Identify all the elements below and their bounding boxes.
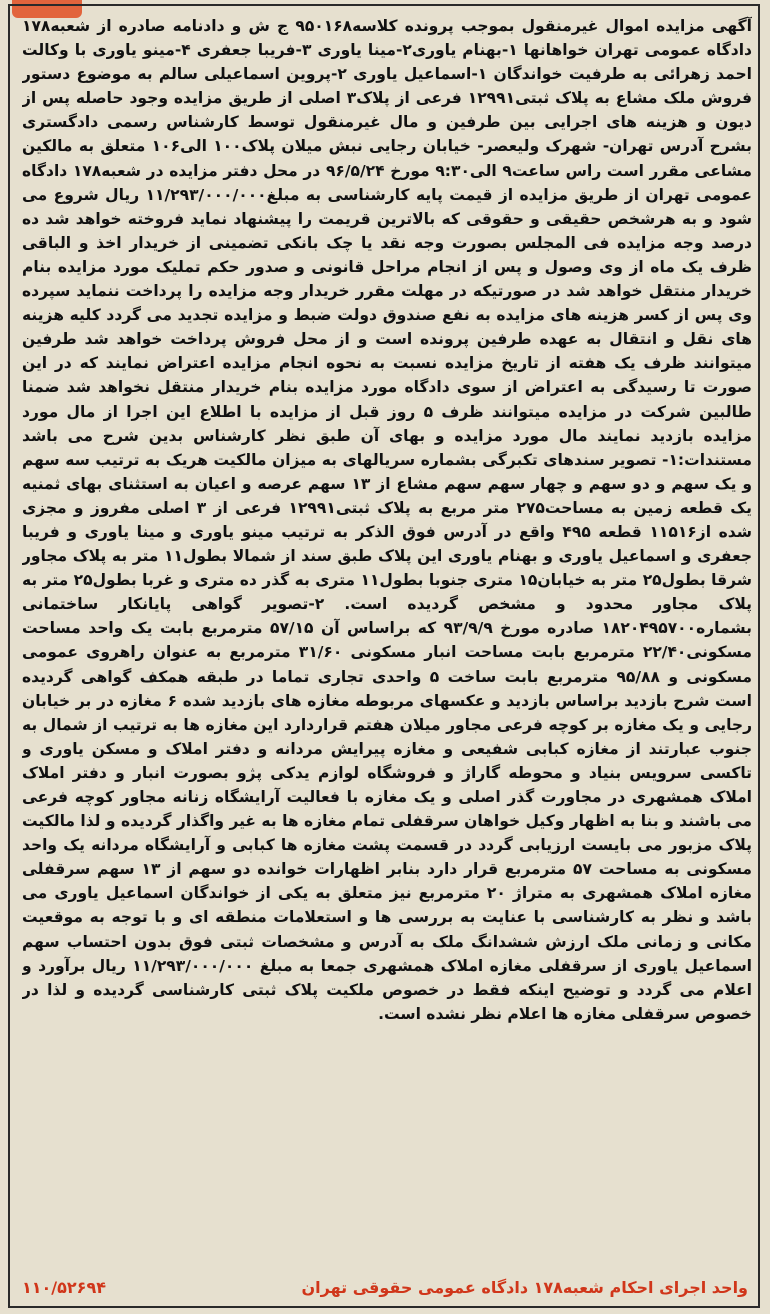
- notice-body: آگهی مزایده اموال غیرمنقول بموجب پرونده کلاسه۹۵۰۱۶۸ ج ش و دادنامه صادره از شعبه۱۷۸ دادگاه عمومی تهران خواهانها ۱-بهنام یاوری۲-مینا یاوری ۳-فریبا جعفری ۴-مینو یاوری با وکالت احمد زهرائی به طرفیت خواندگان ۱-اسماعیل یاوری ۲-پروین اسماعیلی سالم به موضوع دستور فروش ملک مشاع به پلاک ثبتی۱۲۹۹۱ فرعی از پلاک۳ اصلی از طریق مزایده وجود حاصله پس از دیون و هزینه های اجرایی بین طرفین و مال غیرمنقول توسط کارشناس رسمی دادگستری بشرح آدرس تهران- شهرک ولیعصر- خیابان رجایی نبش میلان پلاک۱۰۰ الی۱۰۶ متعلق به مالکین مشاعی مقرر است راس ساعت۹ الی۹:۳۰ مورخ ۹۶/۵/۲۴ در محل دفتر مزایده در شعبه۱۷۸ دادگاه عمومی تهران از طریق مزایده از قیمت پایه کارشناسی به مبلغ۱۱/۲۹۳/۰۰۰/۰۰۰ ریال شروع می شود و به هرشخص حقیقی و حقوقی که بالاترین قریمت را پیشنهاد نماید فروخته خواهد شد ده درصد وجه مزایده فی المجلس بصورت وجه نقد یا چک بانکی تضمینی از خریدار اخذ و الباقی ظرف یک ماه از وی وصول و پس از انجام مراحل قانونی و صدور حکم تملیک مورد مزایده بنام خریدار منتقل خواهد شد در صورتیکه در مهلت مقرر خریدار وجه مزایده را پرداخت ننماید سپرده وی پس از کسر هزینه های مزایده به نفع صندوق دولت ضبط و مزایده تجدید می گردد کلیه هزینه های نقل و انتقال به عهده طرفین پرونده است و از محل فروش پرداخت خواهد شد طرفین میتوانند ظرف یک هفته از تاریخ مزایده نسبت به نحوه انجام مزایده اعتراض نمایند که در این صورت تا رسیدگی به اعتراض از سوی دادگاه مورد مزایده بنام خریدار منتقل نخواهد شد ضمنا طالبین شرکت در مزایده میتوانند ظرف ۵ روز قبل از مزایده با اطلاع این اجرا از مال مورد مزایده بازدید نمایند مال مورد مزایده و بهای آن طبق نظر کارشناس بدین شرح می باشد مستندات:۱- تصویر سندهای تکبرگی بشماره سریالهای به میزان مالکیت هریک به ترتیب سه سهم و یک سهم و دو سهم و چهار سهم سهم مشاع از ۱۳ سهم عرصه و اعیان به استثنای بهای ثمنیه یک قطعه زمین به مساحت۲۷۵ متر مربع به پلاک ثبتی۱۲۹۹۱ فرعی از ۳ اصلی مفروز و مجزی شده از۱۱۵۱۶ قطعه ۴۹۵ واقع در آدرس فوق الذکر به ترتیب مینو یاوری و مینا یاوری و فریبا جعفری و اسماعیل یاوری و بهنام یاوری این پلاک طبق سند از شمالا بطول۱۱ متر به پلاک مجاور شرقا بطول۲۵ متر به خیابان۱۵ متری جنوبا بطول۱۱ متری به گذر ده متری و غربا بطول۲۵ متر به پلاک مجاور محدود و مشخص گردیده است. ۲-تصویر گواهی پایانکار ساختمانی بشماره۱۸۲۰۴۹۵۷۰۰ صادره مورخ ۹۳/۹/۹ که براساس آن ۵۷/۱۵ مترمربع بابت یک واحد مساحت مسکونی۲۲/۴۰ مترمربع بابت مساحت انبار مسکونی ۳۱/۶۰ مترمربع به عنوان راهروی عمومی مسکونی و ۹۵/۸۸ مترمربع بابت ساخت ۵ واحدی تجاری تماما در طبقه همکف گواهی گردیده است شرح بازدید براساس بازدید و عکسهای مربوطه مغازه های بازدید شده ۶ مغازه در بر خیابان رجایی و یک مغازه بر کوچه فرعی مجاور میلان هفتم قراردارد این مغازه ها به ترتیب از شمال به جنوب عبارتند از مغازه کبابی شفیعی و مغازه پیرایش مردانه و دفتر املاک و مسکن یاوری و تاکسی سرویس بنیاد و محوطه گاراژ و فروشگاه لوازم یدکی پژو بصورت انبار و دفتر املاک املاک همشهری در مجاورت گذر اصلی و یک مغازه با فعالیت آرایشگاه زنانه مجاور کوچه فرعی می باشند و بنا به اظهار وکیل خواهان سرقفلی تمام مغازه ها به غیر واگذار گردیده و لذا مالکیت پلاک مزبور می بایست ارزیابی گردد در قسمت پشت مغازه ها کبابی و آرایشگاه مردانه یک واحد مسکونی به مساحت ۵۷ مترمربع قرار دارد بنابر اظهارات خوانده دو سهم از ۱۳ سهم سرقفلی مغازه املاک همشهری به متراژ ۲۰ مترمربع نیز متعلق به یکی از خواندگان اسماعیل یاوری می باشد و نظر به کارشناسی با عنایت به بررسی ها و استعلامات منطقه ای و با توجه به موقعیت مکانی و زمانی ملک ارزش ششدانگ ملک به آدرس و مشخصات ثبتی فوق بدون احتساب سهم اسماعیل یاوری از سرقفلی مغازه املاک همشهری جمعا به مبلغ ۱۱/۲۹۳/۰۰۰/۰۰۰ ریال برآورد و اعلام می گردد و توضیح اینکه فقط در خصوص ملکیت پلاک ثبتی کارشناسی گردیده و لذا در خصوص سرقفلی مغازه ها اعلام نظر نشده است.: [22, 17, 752, 1023]
- footer-issuer: واحد اجرای احکام شعبه۱۷۸ دادگاه عمومی حقوقی تهران: [301, 1277, 748, 1297]
- footer-code: ۱۱۰/۵۲۶۹۴: [22, 1277, 106, 1297]
- notice-footer: [22, 1274, 748, 1300]
